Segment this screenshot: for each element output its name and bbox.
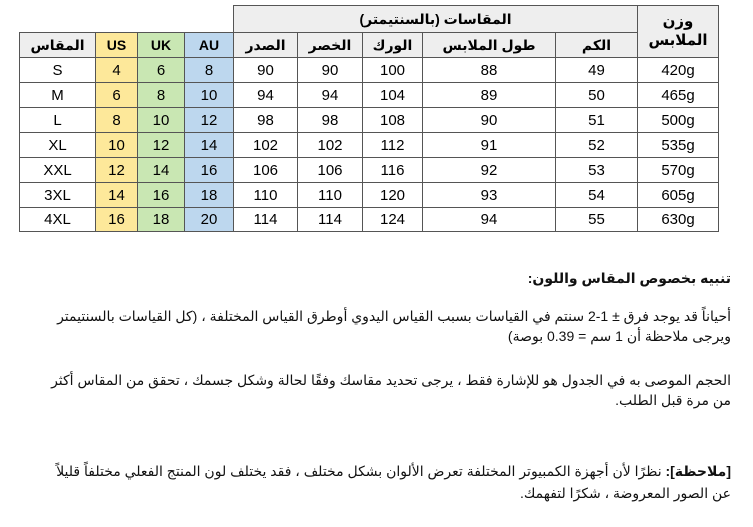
cell-au: 16 [184,157,234,183]
cell-uk: 16 [137,182,185,208]
cell-waist: 98 [297,107,363,133]
cell-hip: 120 [362,182,423,208]
cell-length: 94 [422,207,556,232]
cell-sleeve: 50 [555,82,638,108]
cell-au: 8 [184,57,234,83]
column-header-length: طول الملابس [422,32,556,58]
cell-uk: 10 [137,107,185,133]
cell-size: S [19,57,96,83]
cell-chest: 114 [233,207,298,232]
column-header-us: US [95,32,138,58]
cell-size: XXL [19,157,96,183]
disclaimer-line-2: عن الصور المعروضة ، شكرًا لتفهمك. [519,485,731,501]
cell-us: 10 [95,132,138,158]
cell-weight: 500g [637,107,719,133]
cell-uk: 18 [137,207,185,232]
column-header-uk: UK [137,32,185,58]
cell-uk: 14 [137,157,185,183]
cell-au: 12 [184,107,234,133]
tolerance-line-2: ويرجى ملاحظة أن 1 سم = 0.39 بوصة) [507,328,731,344]
cell-hip: 124 [362,207,423,232]
cell-chest: 110 [233,182,298,208]
cell-hip: 108 [362,107,423,133]
measurements-header: المقاسات (بالسنتيمتر) [233,5,638,33]
cell-weight: 630g [637,207,719,232]
cell-sleeve: 52 [555,132,638,158]
cell-us: 14 [95,182,138,208]
cell-size: M [19,82,96,108]
note-label: [ملاحظة]: [665,463,731,479]
cell-hip: 116 [362,157,423,183]
cell-au: 20 [184,207,234,232]
cell-us: 16 [95,207,138,232]
weight-header-line-1: وزن [662,12,694,30]
cell-waist: 102 [297,132,363,158]
cell-weight: 535g [637,132,719,158]
cell-sleeve: 51 [555,107,638,133]
column-header-au: AU [184,32,234,58]
tolerance-line-1: أحياناً قد يوجد فرق ± 1-2 سنتم في القياسات بسبب القياس اليدوي أوطرق القياس المختلفة ، (كل القياسات بالسنتيمتر [57,308,731,324]
column-header-chest: الصدر [233,32,298,58]
cell-sleeve: 55 [555,207,638,232]
cell-au: 10 [184,82,234,108]
column-header-sleeve: الكم [555,32,638,58]
column-header-size: المقاس [19,32,96,58]
cell-chest: 106 [233,157,298,183]
cell-length: 91 [422,132,556,158]
cell-hip: 112 [362,132,423,158]
recommendation-line-2: من مرة قبل الطلب. [615,392,731,408]
cell-us: 6 [95,82,138,108]
disclaimer-text-1: نظرًا لأن أجهزة الكمبيوتر المختلفة تعرض الألوان بشكل مختلف ، فقد يختلف لون المنتج الفعلي مختلفاً قليلاً [56,463,666,479]
cell-length: 89 [422,82,556,108]
cell-length: 93 [422,182,556,208]
weight-header [637,5,719,58]
cell-us: 4 [95,57,138,83]
cell-weight: 605g [637,182,719,208]
cell-chest: 94 [233,82,298,108]
cell-us: 8 [95,107,138,133]
cell-chest: 98 [233,107,298,133]
cell-hip: 104 [362,82,423,108]
weight-header-line-2: الملابس [648,31,708,49]
cell-us: 12 [95,157,138,183]
cell-sleeve: 49 [555,57,638,83]
cell-length: 92 [422,157,556,183]
disclaimer-line-1 [56,460,731,482]
cell-hip: 100 [362,57,423,83]
column-header-waist: الخصر [297,32,363,58]
cell-size: 3XL [19,182,96,208]
recommendation-line-1: الحجم الموصى به في الجدول هو للإشارة فقط ، يرجى تحديد مقاسك وفقًا لحالة وشكل جسمك ، تحقق من المقاس أكثر [51,372,731,388]
cell-uk: 6 [137,57,185,83]
notice-heading [528,268,731,288]
cell-chest: 102 [233,132,298,158]
cell-au: 18 [184,182,234,208]
cell-sleeve: 53 [555,157,638,183]
cell-waist: 94 [297,82,363,108]
cell-au: 14 [184,132,234,158]
cell-size: L [19,107,96,133]
cell-sleeve: 54 [555,182,638,208]
color-disclaimer-note [56,460,731,504]
cell-waist: 110 [297,182,363,208]
cell-waist: 90 [297,57,363,83]
cell-chest: 90 [233,57,298,83]
cell-length: 90 [422,107,556,133]
cell-size: 4XL [19,207,96,232]
size-recommendation-note [51,370,731,410]
cell-weight: 465g [637,82,719,108]
measurement-tolerance-note [57,306,731,346]
cell-uk: 12 [137,132,185,158]
cell-waist: 106 [297,157,363,183]
column-header-hip: الورك [362,32,423,58]
cell-size: XL [19,132,96,158]
cell-uk: 8 [137,82,185,108]
cell-weight: 420g [637,57,719,83]
cell-waist: 114 [297,207,363,232]
cell-weight: 570g [637,157,719,183]
cell-length: 88 [422,57,556,83]
notice-heading-text: تنبيه بخصوص المقاس واللون: [527,270,731,286]
